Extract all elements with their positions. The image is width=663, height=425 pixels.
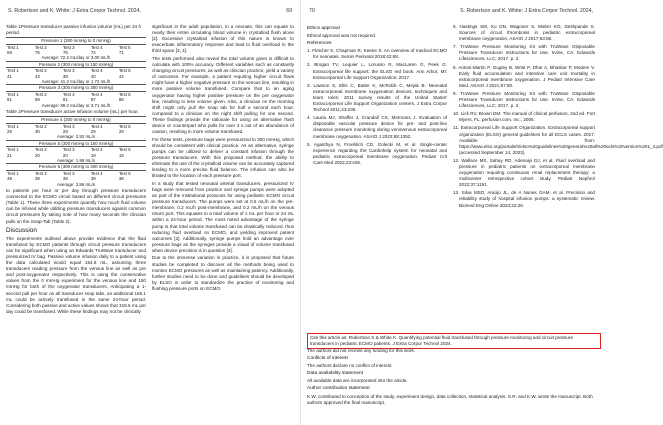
table-cell: 20 — [62, 152, 68, 158]
author-contribution-text: K.W. contributed to conception of the study, experiment design, data collection, statistical analysis. S.R. and K.W. wrote the manuscript. Both authors approved the final manuscript. — [307, 393, 593, 405]
table-column-header: Test 3 — [62, 170, 75, 176]
table-column-header: Test 4 — [90, 68, 103, 74]
table-cell: 91 — [62, 97, 68, 103]
citation-box — [307, 333, 601, 349]
reference-item: 1. Fletcher K, Chapman R, Keene S. An overview of medical ECMO for neonates. Semin Perinatol 2018;42:68. — [307, 48, 447, 60]
table-column-header: Test 5 — [118, 123, 131, 129]
reference-item: 13. Silva MSD, Araújo JL, de A Nunes GAM, et al. Precision and reliability study of hospital infusion pumps: a systematic review. Biomed Eng Online 2023;22:26. — [453, 190, 595, 208]
page-number-left: 69 — [286, 8, 292, 14]
table-average-row — [6, 182, 146, 187]
body-paragraph-5: Due to the immense variation in practice, it is proposed that future studies be completed to discover all the methods being used to monitor ECMO pressures as well as maintaining patency. Additionally, further studies need to be done and guidelines should be developed by ELSO in order to standardize the practice of monitoring and flushing pressure ports on ECMO. — [152, 255, 294, 291]
table-column-header: Test 3 — [62, 147, 75, 153]
table-column-header: Test 1 — [7, 170, 19, 176]
reference-item: 8. Antoni-Martin P, Gugley B, Wrist P, Dhar A, Bhaskar P, Modem V. Early fluid accumulation and intensive care unit mortality in extracorporeal membrane oxygenation. J Pediatr Intensive Care Med. ASAIO J 2021;67:80. — [453, 64, 595, 88]
reference-item: 11. Extracorporeal Life Support Organization. Extracorporeal support organization (ELSO) general guidelines for all ECLS cases, 2017. Available from: https://www.elso.org/portals/0/elso%20guidelines%20general%20all%20ecls%20version%201_4.pdf (accessed September 14, 2023). — [453, 125, 663, 155]
table-column-header: Test 3 — [62, 44, 75, 50]
table-column-header: Test 1 — [7, 44, 19, 50]
table-cell: 29 — [7, 128, 12, 134]
table-average-row — [6, 103, 146, 108]
running-head-left — [8, 6, 292, 16]
table-cell: 30 — [34, 128, 40, 134]
reference-item: 4. Lauria MJ, Shaffer J, Crandall CS, Mermans J. Evaluation of disposable vascular pressure device for pre- and post-line clearance pressure monitoring during venovenous extracorporeal membrane oxygenation. ASAIO J 2022;68:1352. — [307, 115, 447, 139]
table-cell: 68 — [7, 50, 12, 55]
table-column-header: Test 3 — [62, 123, 75, 129]
citation-text: Cite this article as: Robertson S & White K. Quantifying potential fluid transfused through pressure monitoring and circuit pressure transducers in pediatric ECMO patients. J Extra Corpor Technol 2024. — [310, 335, 573, 346]
references-heading: References — [307, 41, 332, 47]
table-average-cell: Average: 3.86 mL/s — [57, 181, 95, 187]
left-page — [0, 0, 300, 425]
author-contribution-heading: Author contribution statement — [307, 386, 370, 392]
table-subheader-cell: Pressure 2 (300 mmHg to 150 mmHg) — [6, 61, 146, 67]
table-column-header: Test 2 — [34, 170, 47, 176]
running-head-text-right: S. Robertson and K. White: J Extra Corpor Technol. 2024, — [460, 8, 593, 14]
declarations-block — [307, 348, 595, 406]
discussion-paragraph: The experiments outlined above provide evidence that the fluid transfused by ECMO patients through circuit pressure transducers can be significant when using an Edwards TruWave transducer and pressurized IV bag. Passive volume infusion daily to a patient using the data calculated would equal 154.6 mL, assuming three transducers reading pressure from the venous line as well as pre and post-oxygenator respectively. This is using the conservative values from the 0 mmHg experiment for the venous line and 150 mmHg for both of the oxygenator transducers. Anticipating a 1-second pull per hour on all transducer snap tabs, an additional 165.1 mL could be actively transfused in the same 24-hour period. Considering both passive and active values shows that 319.6 mL per day could be transfused. While these findings may not be clinically — [6, 235, 146, 314]
table-cell: 39 — [7, 176, 12, 182]
table-subheader-cell: Pressure 3 (300 mmHg to 300 mmHg) — [6, 85, 146, 91]
table-column-header: Test 5 — [118, 91, 131, 97]
references-list — [307, 48, 447, 166]
table-cell: 20 — [34, 152, 40, 158]
reference-item: 10. Lick RV, Brown DM. The manual of clinical perfusion, 2nd ed. Fort Myers, FL: perfusion.com, Inc.; 2005. — [453, 111, 595, 123]
table-cell: 39 — [90, 176, 96, 182]
conflicts-text: The authors declare no conflict of interest. — [307, 363, 393, 369]
table-cell: 91 — [7, 97, 12, 103]
table2 — [6, 116, 146, 187]
table-column-header: Test 5 — [118, 170, 131, 176]
table-cell: 89 — [34, 97, 40, 103]
reference-item: 9. TruWave Pressure Monitoring Kit with TruWave Disposable Pressure Transducer Instructions for Use. Irvine, CA: Edwards Lifesciences, LLC; 2017. p. 2. — [453, 90, 595, 109]
table-subheader-cell: Pressure 4 (300 mmHg to 0 mmHg) — [6, 117, 146, 123]
table-average-cell: Average: 41.2 mL/day or 1.72 mL/h — [41, 79, 111, 85]
reference-item: 6. Hastings SM, Ku DN, Wagoner S, Maher KO, Deshpande S. Sources of circuit thrombosis in pediatric extracorporeal membrane oxygenation. ASAIO J 2017;63:86. — [453, 24, 595, 42]
table-column-header: Test 5 — [118, 68, 131, 74]
table1 — [6, 37, 146, 108]
running-head-right — [309, 6, 593, 16]
table-column-header: Test 2 — [34, 123, 47, 129]
table1-title: Table 1Pressure transducer passive infusion volume (mL) per 24 h period. — [6, 24, 142, 36]
table-average-cell: Average: 1.98 mL/s — [57, 158, 95, 163]
table-cell: 19 — [118, 152, 124, 158]
table-column-header: Test 4 — [90, 91, 103, 97]
table-column-header: Test 1 — [7, 91, 19, 97]
table-subheader-cell: Pressure 1 (300 mmHg to 0 mmHg) — [6, 38, 146, 44]
table-column-header: Test 1 — [7, 68, 19, 74]
table-cell: 29 — [118, 128, 124, 134]
table-cell: 75 — [34, 50, 40, 55]
table2-title: Table 2Pressure transducer active infusion volume (mL) per hour. — [6, 109, 139, 115]
table-column-header: Test 3 — [62, 91, 75, 97]
table-cell: 19 — [90, 152, 96, 158]
table-column-header: Test 5 — [118, 44, 131, 50]
table-cell: 38 — [62, 176, 68, 182]
reference-item: 7. TruWave Pressure Monitoring Kit with TruWave Disposable Pressure Transducer Instructions for Use. Irvine, CA: Edwards Lifesciences, LLC; 2017. p. 2. — [453, 44, 595, 62]
table-column-header: Test 2 — [34, 44, 47, 50]
references-list-2 — [453, 24, 663, 209]
table-cell: 87 — [90, 97, 96, 103]
table-cell: 72 — [90, 50, 96, 55]
body-paragraph-1: significant in the adult population, in a neonate, this can equate to nearly their entire circulating blood volume in crystalloid flush alone [2]. Excessive crystalloid infusion of this nature is known to exacerbate inflammatory response and lead to fluid overload in the third space [3, 4]. — [152, 24, 294, 54]
table-column-header: Test 2 — [34, 68, 47, 74]
table-average-cell: Average: 72.2 mL/day or 3.00 mL/h — [41, 55, 111, 61]
table-cell: 71 — [118, 50, 124, 55]
table-column-header: Test 4 — [90, 170, 103, 176]
conflicts-heading: Conflicts of interest — [307, 356, 348, 362]
body-paragraph-4: In a study that tested neonatal arterial transducers, pressurized IV bags were removed from practice and syringe pumps were adopted as part of the institutional protocols for using pediatric ECMO circuit pressure transducers. The pumps were set at 0.5 mL/h on the pre-membrane, 0.2 mL/h post-membrane, and 0.2 mL/h on the venous return port. This equates to a total volume of 1 mL per hour or 24 mL within a 24-hour period. The most noted advantage of the syringe pump is that total volume transfused can be drastically reduced, thus reducing fluid overload on ECMO, and yielding improved patient outcomes [2]. Additionally, syringe pumps hold an advantage over pressure bags as the syringes provide a visual of volume transfused when device precision is in question [3]. — [152, 180, 294, 253]
right-column-1 — [307, 24, 447, 329]
body-paragraph-3: For these tests, pressure bags were pressurized to 300 mmHg, which should be consistent with clinical practice. As an alternative, syringe pumps can be utilized to deliver a constant infusion through the pressure transducers. With this proposed method, the ability to eliminate the use of the crystalloid volume can be accurately captured lending to a more precise fluid balance. The infusion can also be titrated to the location of each pressure port. — [152, 136, 294, 179]
table-column-header: Test 2 — [34, 91, 47, 97]
table-cell: 39 — [34, 176, 40, 182]
reference-item: 3. Lawson S, Ellis C, Butler K, McRobb C, Mejak B. Neonatal extracorporeal membrane oxygenation devices, techniques and team roles: 2011 survey results of the United States' Extracorporeal Life Support Organization centers. J Extra Corpor Technol 2011;43:236. — [307, 82, 447, 113]
body-paragraph-2: The tests performed also reveal the total volume given is difficult to calculate with 100% accuracy. Different variables such as constantly changing circuit pressures, as well as clinician practice, yield a variety of outcomes. For example, a patient requiring higher circuit flows might have a higher negative pressure on the venous line, resulting in more passive volume transfused. Compare that to an aging oxygenator having higher positive pressure on the pre oxygenator line, resulting in less volume given. Also, a clinician on the morning shift might only pull the snap tab for half a second each hour, compared to a clinician on the night shift pulling for one second. These findings provide the rationale for using an alternative flush device or counterpart who pulls for over 2 s out of an abundance of caution, resulting in more volume transfused. — [152, 55, 294, 135]
table-cell: 40 — [90, 73, 96, 79]
table-subheader-cell: Pressure 5 (300 mmHg to 150 mmHg) — [6, 140, 146, 146]
table-cell: 41 — [7, 73, 12, 79]
table-cell: 43 — [34, 73, 40, 79]
reference-item: 2. Brogan TV, Lequier L, Lorusso R, MacLaren G, Peek G. Extracorporeal life support: the ELSO red book. Ann Arbor, MI: Extracorporeal Life Support Organization; 2017. — [307, 62, 447, 80]
discussion-heading: Discussion — [6, 226, 37, 234]
data-availability-heading: Data availability statement — [307, 371, 363, 377]
table-column-header: Test 4 — [90, 123, 103, 129]
table-cell: 38 — [118, 176, 124, 182]
left-column-1 — [6, 24, 146, 419]
data-availability-text: All available data are incorporated into the article. — [307, 378, 408, 384]
ethics-text: Ethical approval was not required. — [307, 33, 377, 39]
reference-item: 5. Agasthya N, Froehlich CD, Golecki M, et al. Single-center experience regarding the Cardiohelp system for neonatal and pediatric extracorporeal membrane oxygenation. Pediatr Crit Care Med 2022;23:e25. — [307, 141, 447, 165]
table-cell: 29 — [90, 128, 96, 134]
results-paragraph: to patients per hour or per day through pressure transducers connected to the ECMO circuit based on different circuit pressures (Table 1). These three experiments quantify how much fluid volume can be infused while utilizing pressure transducers against common circuit pressures by taking note of how many seconds the clinician pulls on the Snap-Tab (Table 2). — [6, 188, 146, 224]
table-column-header: Test 1 — [7, 123, 19, 129]
table-cell: 88 — [118, 97, 124, 103]
table-column-header: Test 3 — [62, 68, 75, 74]
funding-text: The authors did not receive any funding for this work. — [307, 348, 416, 353]
table-column-header: Test 5 — [118, 147, 131, 153]
table-average-cell: Average: 89.2 mL/day or 3.71 mL/h — [41, 102, 111, 108]
ethics-heading: Ethics approval — [307, 26, 340, 31]
table-column-header: Test 1 — [7, 147, 19, 153]
table-cell: 44 — [118, 73, 124, 79]
left-column-2 — [152, 24, 294, 419]
table-cell: 28 — [62, 128, 68, 134]
page-number-right: 70 — [309, 8, 315, 14]
table-column-header: Test 4 — [90, 44, 103, 50]
table-column-header: Test 4 — [90, 147, 103, 153]
right-column-2 — [453, 24, 663, 329]
table-subheader-cell: Pressure 6 (300 mmHg to 300 mmHg) — [6, 164, 146, 170]
table-cell: 21 — [7, 152, 12, 158]
table-average-cell: Average: 2.92 mL/s — [57, 134, 95, 140]
table-cell: 75 — [62, 50, 68, 55]
table-column-header: Test 2 — [34, 147, 47, 153]
running-head-text: S. Robertson and K. White: J Extra Corpor Technol. 2024, — [8, 8, 141, 14]
reference-item: 12. Wallace MS, Sahay RD, Adenaiyi DJ, et al. Fluid overload and pressure in pediatric patients on extracorporeal membrane oxygenation requiring continuous renal replacement therapy: a multicenter retrospective cohort study. Pediatr Nephrol 2022;37:1191. — [453, 157, 595, 188]
right-page — [300, 0, 663, 425]
table-cell: 38 — [62, 73, 68, 79]
